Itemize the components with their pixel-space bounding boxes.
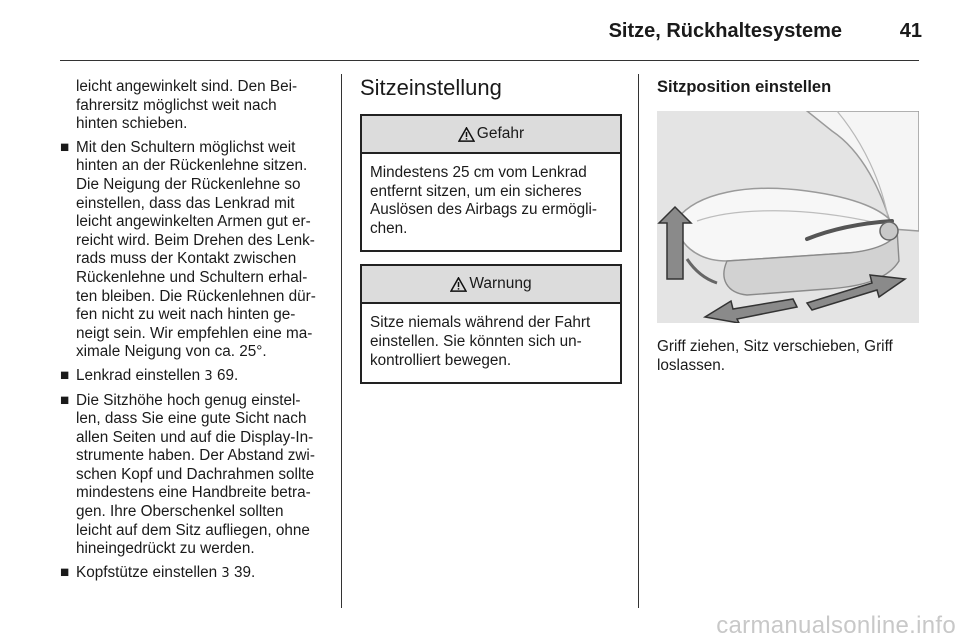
notice-header	[362, 266, 620, 304]
subsection-title: Sitzposition einstellen	[657, 78, 832, 96]
continuation-paragraph: leicht angewinkelt sind. Den Bei- fahrersitz möglichst weit nach hinten schieben.	[76, 78, 298, 133]
header-title: Sitze, Rückhaltesysteme	[608, 20, 842, 42]
page-number: 41	[899, 20, 922, 42]
bullet-item: ■ Kopfstütze einstellen 3 39.	[60, 563, 256, 581]
notice-label: Gefahr	[476, 125, 525, 142]
bullet: ■	[60, 366, 70, 384]
seat-adjustment-illustration	[657, 111, 919, 323]
notice-body: Mindestens 25 cm vom Lenkrad entfernt sitzen, um ein sicheres Auslösen des Airbags zu ermögli- chen.	[370, 164, 598, 237]
column-left	[60, 78, 326, 583]
seat-illustration-icon	[657, 111, 919, 323]
page-ref[interactable]: 39.	[233, 563, 256, 581]
bullet: ■	[60, 138, 70, 156]
figure-caption: Griff ziehen, Sitz verschieben, Griff loslassen.	[657, 338, 893, 374]
bullet: ■	[60, 391, 70, 409]
notice-header	[362, 116, 620, 154]
page-ref-arrow-icon[interactable]: 3	[221, 565, 230, 581]
column-divider	[341, 74, 342, 608]
warning-notice	[360, 264, 622, 384]
header-rule	[60, 60, 919, 61]
section-title: Sitzeinstellung	[360, 75, 502, 100]
bullet-item: ■ Die Sitzhöhe hoch genug einstel- len, dass Sie eine gute Sicht nach allen Seiten und auf die Display-In- strumente haben. Der Abstand zwi- schen Kopf und Dachrahmen sollte mindestens eine Handbreite betra- gen. Ihre Oberschenkel sollten leicht auf dem Sitz aufliegen, ohne hineingedrückt zu werden.	[60, 391, 315, 558]
bullet: ■	[60, 563, 70, 581]
watermark: carmanualsonline.info	[716, 612, 956, 639]
page-ref[interactable]: 69.	[216, 366, 239, 384]
column-divider	[638, 74, 639, 608]
warning-triangle-icon	[458, 127, 475, 142]
warning-triangle-icon	[450, 277, 467, 292]
notice-label: Warnung	[469, 275, 532, 293]
column-right	[657, 74, 919, 375]
notice-body: Sitze niemals während der Fahrt einstellen. Sie könnten sich un- kontrolliert bewegen.	[370, 314, 591, 369]
column-middle	[360, 74, 622, 396]
page-ref-arrow-icon[interactable]: 3	[204, 368, 213, 384]
bullet-item: ■ Mit den Schultern möglichst weit hinten an der Rückenlehne sitzen. Die Neigung der Rückenlehne so einstellen, dass das Lenkrad mit leicht angewinkelten Armen gut er- reicht wird. Beim Drehen des Lenk- rads muss der Kontakt zwischen Rückenlehne und Schultern erhal- ten bleiben. Die Rückenlehnen dür- fen nicht zu weit nach hinten ge- neigt sein. Wir empfehlen eine ma- ximale Neigung von ca. 25°.	[60, 138, 316, 361]
bullet-item: ■ Lenkrad einstellen 3 69.	[60, 366, 239, 384]
danger-notice	[360, 114, 622, 252]
